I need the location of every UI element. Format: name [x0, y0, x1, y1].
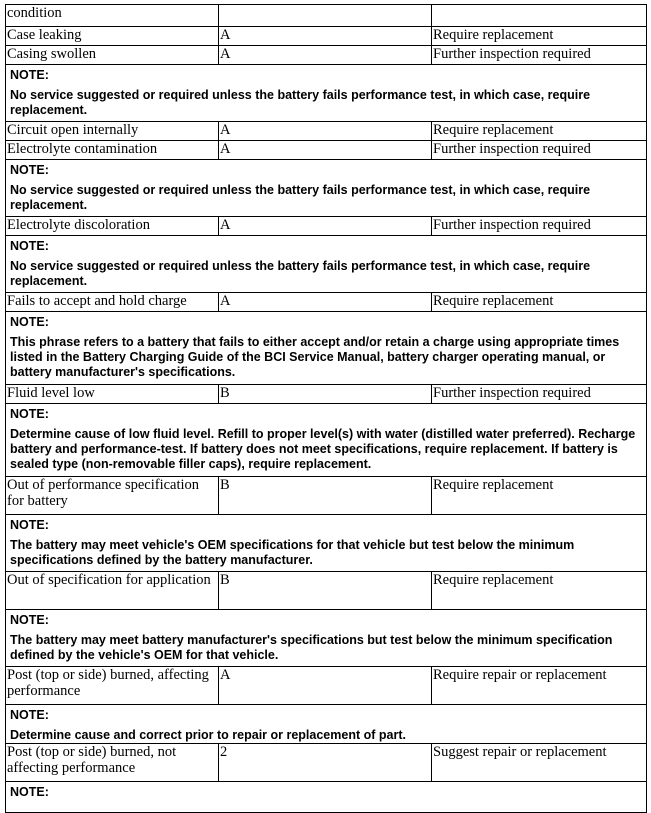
note-label: NOTE:: [10, 163, 49, 177]
note-cell: [6, 236, 647, 293]
condition-cell: Circuit open internally: [6, 122, 219, 141]
condition-cell: Fluid level low: [6, 385, 219, 404]
code-cell: A: [219, 667, 432, 705]
condition-cell: Case leaking: [6, 27, 219, 46]
table-row: [6, 667, 647, 705]
action-cell: Require replacement: [432, 572, 647, 610]
condition-cell: Casing swollen: [6, 46, 219, 65]
code-cell: [219, 5, 432, 27]
action-cell: Further inspection required: [432, 46, 647, 65]
action-cell: Further inspection required: [432, 217, 647, 236]
table-row: [6, 477, 647, 515]
note-label: NOTE:: [10, 613, 49, 627]
note-text: This phrase refers to a battery that fails to either accept and/or retain a charge using appropriate times listed in the Battery Charging Guide of the BCI Service Manual, battery charger operating manual, or battery manufacturer's specifications.: [10, 335, 620, 379]
action-cell: Further inspection required: [432, 385, 647, 404]
table-row: [6, 27, 647, 46]
code-cell: A: [219, 217, 432, 236]
note-text: No service suggested or required unless the battery fails performance test, in which case, require replacement.: [10, 183, 591, 212]
condition-cell: Post (top or side) burned, affecting performance: [6, 667, 219, 705]
note-label: NOTE:: [10, 785, 49, 799]
note-cell: [6, 610, 647, 667]
note-label: NOTE:: [10, 708, 49, 722]
note-cell: [6, 404, 647, 477]
table-row: [6, 5, 647, 27]
note-row: [6, 160, 647, 217]
note-cell: [6, 312, 647, 385]
condition-cell: Out of specification for application: [6, 572, 219, 610]
code-cell: B: [219, 385, 432, 404]
note-cell: [6, 782, 647, 813]
note-label: NOTE:: [10, 315, 49, 329]
table-row: [6, 744, 647, 782]
code-cell: A: [219, 122, 432, 141]
condition-cell: condition: [6, 5, 219, 27]
action-cell: Require replacement: [432, 122, 647, 141]
note-text: Determine cause and correct prior to repair or replacement of part.: [10, 728, 406, 742]
note-text: Determine cause of low fluid level. Refill to proper level(s) with water (distilled water preferred). Recharge battery and performance-test. If battery does not meet specifications, require replacement. If battery is sealed type (non-removable filler caps), require replacement.: [10, 427, 636, 471]
table-row: [6, 293, 647, 312]
condition-cell: Out of performance specification for battery: [6, 477, 219, 515]
condition-cell: Fails to accept and hold charge: [6, 293, 219, 312]
table-row: [6, 217, 647, 236]
condition-cell: Electrolyte discoloration: [6, 217, 219, 236]
code-cell: A: [219, 46, 432, 65]
code-cell: A: [219, 293, 432, 312]
note-row: [6, 782, 647, 813]
action-cell: Suggest repair or replacement: [432, 744, 647, 782]
note-text: No service suggested or required unless the battery fails performance test, in which case, require replacement.: [10, 259, 591, 288]
table-row: [6, 141, 647, 160]
table-row: [6, 46, 647, 65]
note-row: [6, 705, 647, 744]
action-cell: Require replacement: [432, 477, 647, 515]
note-row: [6, 312, 647, 385]
note-label: NOTE:: [10, 407, 49, 421]
note-row: [6, 404, 647, 477]
note-label: NOTE:: [10, 518, 49, 532]
code-cell: A: [219, 27, 432, 46]
code-cell: 2: [219, 744, 432, 782]
table-row: [6, 572, 647, 610]
action-cell: Further inspection required: [432, 141, 647, 160]
note-label: NOTE:: [10, 239, 49, 253]
inspection-table: [5, 4, 647, 813]
note-row: [6, 236, 647, 293]
note-cell: [6, 65, 647, 122]
note-cell: [6, 705, 647, 744]
condition-cell: Electrolyte contamination: [6, 141, 219, 160]
inspection-table-body: [6, 5, 647, 813]
note-cell: [6, 515, 647, 572]
note-row: [6, 65, 647, 122]
note-text: The battery may meet vehicle's OEM specifications for that vehicle but test below the minimum specifications defined by the battery manufacturer.: [10, 538, 575, 567]
action-cell: Require repair or replacement: [432, 667, 647, 705]
action-cell: Require replacement: [432, 27, 647, 46]
note-row: [6, 610, 647, 667]
note-text: No service suggested or required unless the battery fails performance test, in which case, require replacement.: [10, 88, 591, 117]
action-cell: [432, 5, 647, 27]
note-row: [6, 515, 647, 572]
code-cell: A: [219, 141, 432, 160]
code-cell: B: [219, 477, 432, 515]
action-cell: Require replacement: [432, 293, 647, 312]
code-cell: B: [219, 572, 432, 610]
table-row: [6, 122, 647, 141]
note-label: NOTE:: [10, 68, 49, 82]
note-text: The battery may meet battery manufacturer's specifications but test below the minimum specification defined by the vehicle's OEM for that vehicle.: [10, 633, 613, 662]
table-row: [6, 385, 647, 404]
condition-cell: Post (top or side) burned, not affecting performance: [6, 744, 219, 782]
note-cell: [6, 160, 647, 217]
